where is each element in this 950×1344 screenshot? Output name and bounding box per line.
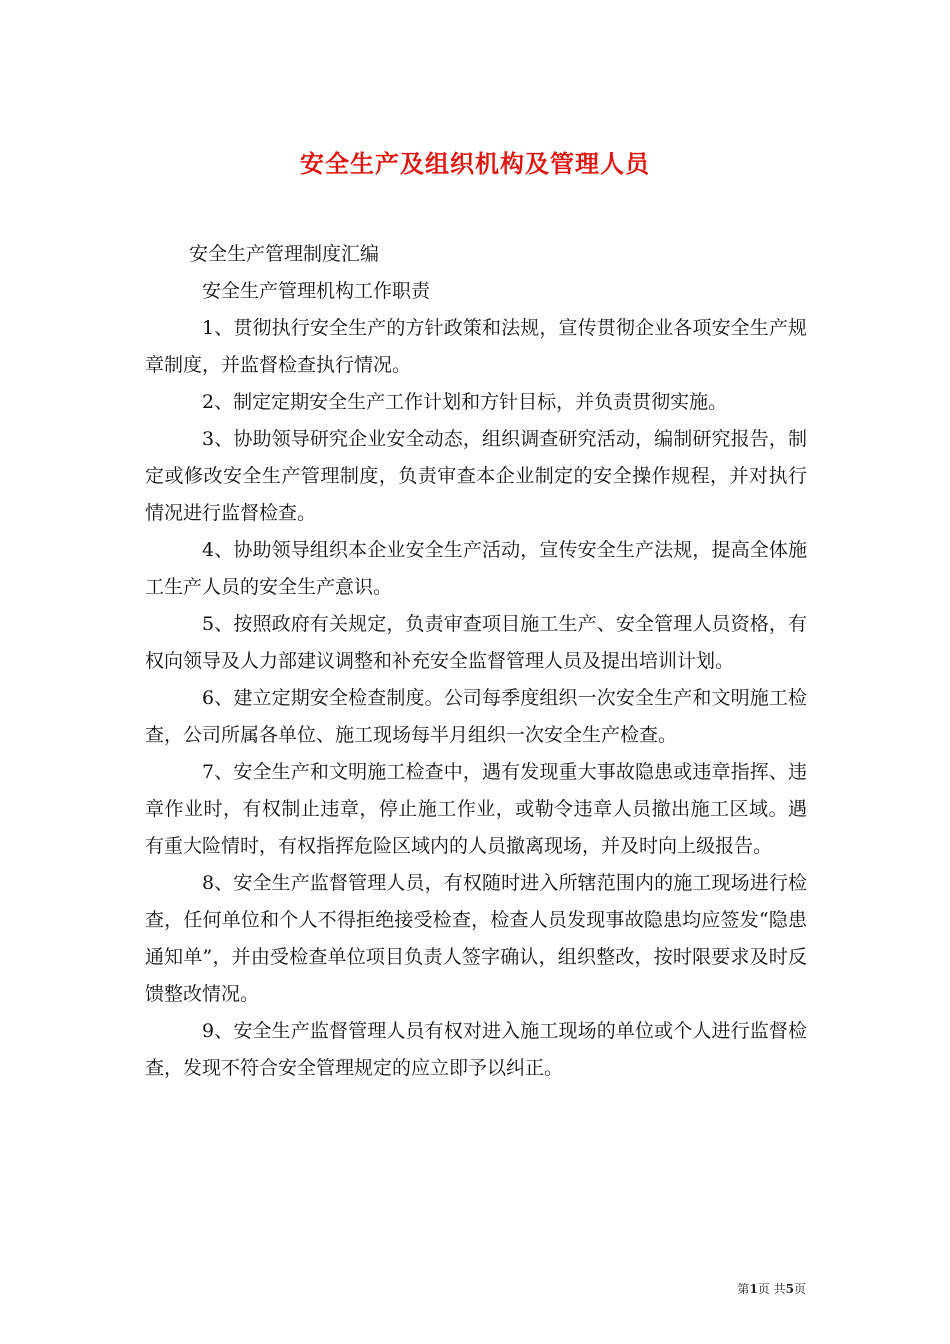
paragraph-5: 5、按照政府有关规定，负责审查项目施工生产、安全管理人员资格，有权向领导及人力部建议调整和补充安全监督管理人员及提出培训计划。	[145, 613, 807, 672]
paragraph-9: 9、安全生产监督管理人员有权对进入施工现场的单位或个人进行监督检查，发现不符合安全管理规定的应立即予以纠正。	[145, 1020, 807, 1079]
footer-page-number: 1	[749, 1282, 758, 1296]
paragraph-1: 1、贯彻执行安全生产的方针政策和法规，宣传贯彻企业各项安全生产规章制度，并监督检查执行情况。	[145, 317, 807, 376]
footer-prefix: 第	[737, 1282, 750, 1296]
paragraph-6: 6、建立定期安全检查制度。公司每季度组织一次安全生产和文明施工检查，公司所属各单位、施工现场每半月组织一次安全生产检查。	[145, 687, 807, 746]
section-heading-duties: 安全生产管理机构工作职责	[202, 280, 431, 302]
paragraph-2: 2、制定定期安全生产工作计划和方针目标，并负责贯彻实施。	[202, 391, 728, 413]
section-heading-regulations: 安全生产管理制度汇编	[189, 243, 380, 265]
paragraph-8: 8、安全生产监督管理人员，有权随时进入所辖范围内的施工现场进行检查，任何单位和个人不得拒绝接受检查，检查人员发现事故隐患均应签发“隐患通知单”，并由受检查单位项目负责人签字确认，组织整改，按时限要求及时反馈整改情况。	[145, 872, 807, 1005]
paragraph-4: 4、协助领导组织本企业安全生产活动，宣传安全生产法规，提高全体施工生产人员的安全生产意识。	[145, 539, 807, 598]
paragraph-3: 3、协助领导研究企业安全动态，组织调查研究活动，编制研究报告，制定或修改安全生产管理制度，负责审查本企业制定的安全操作规程，并对执行情况进行监督检查。	[145, 428, 807, 524]
document-title: 安全生产及组织机构及管理人员	[300, 149, 650, 179]
document-body	[145, 236, 807, 1087]
footer-middle: 页 共	[757, 1282, 786, 1296]
paragraph-7: 7、安全生产和文明施工检查中，遇有发现重大事故隐患或违章指挥、违章作业时，有权制止违章，停止施工作业，或勒令违章人员撤出施工区域。遇有重大险情时，有权指挥危险区域内的人员撤离现场，并及时向上级报告。	[145, 761, 807, 857]
page-footer	[737, 1280, 806, 1297]
footer-suffix: 页	[793, 1282, 806, 1296]
footer-total-pages: 5	[785, 1282, 794, 1296]
